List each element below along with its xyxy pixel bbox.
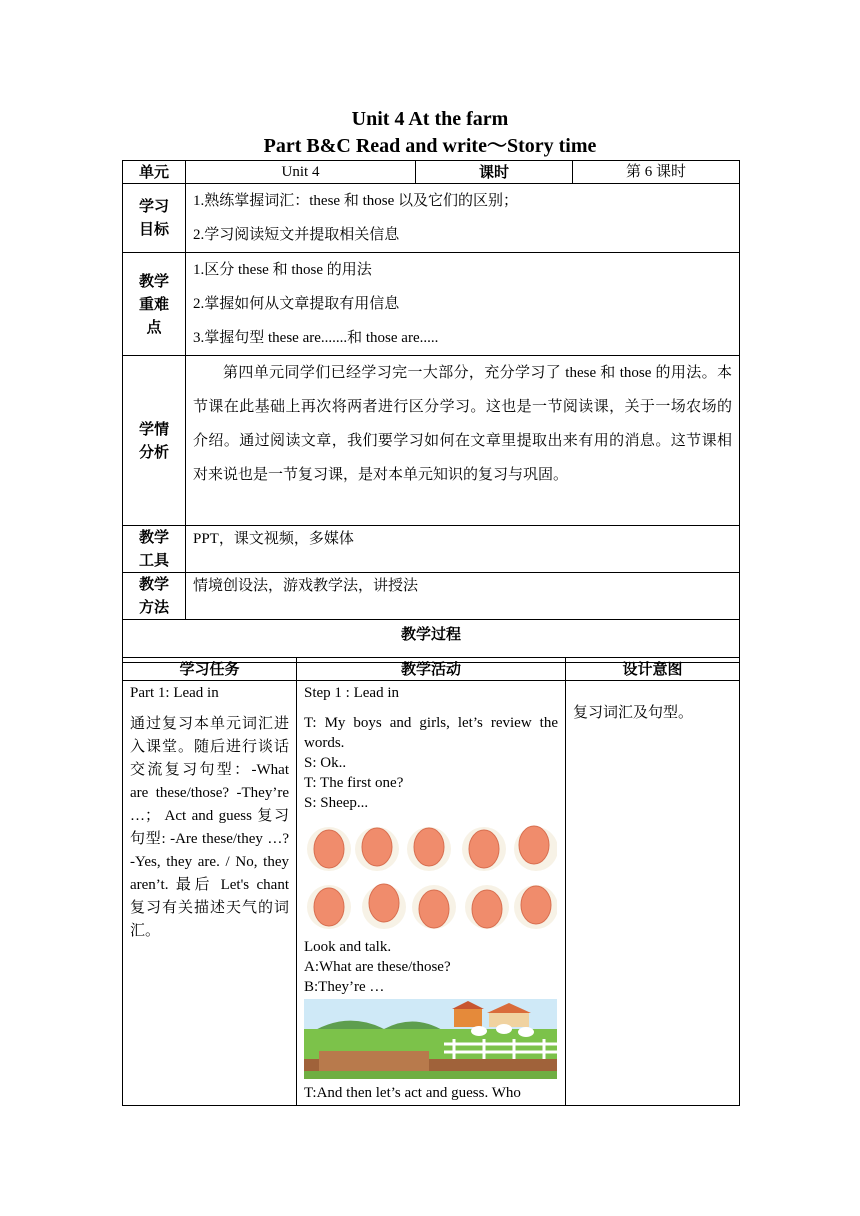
activity-cell bbox=[297, 681, 566, 1106]
task-cell bbox=[123, 681, 297, 1106]
lesson-info-table bbox=[122, 160, 740, 663]
activity-line: T: The first one? bbox=[304, 775, 404, 791]
document-subtitle: Part B&C Read and write～Story time bbox=[263, 135, 597, 157]
objective-item: 2.学习阅读短文并提取相关信息 bbox=[193, 227, 400, 243]
unit-label: 单元 bbox=[123, 161, 186, 184]
activity-line: B:They’re … bbox=[304, 979, 385, 995]
objectives-content bbox=[186, 184, 740, 253]
col-intent-header: 设计意图 bbox=[566, 658, 740, 681]
objectives-label: 学习 目标 bbox=[123, 184, 186, 253]
period-label: 课时 bbox=[416, 161, 573, 184]
analysis-paragraph: 第四单元同学们已经学习完一大部分，充分学习了 these 和 those 的用法。本节课在此基础上再次将两者进行区分学习。这也是一节阅读课，关于一场农场的介绍。通过阅读文章，我们要学习如何在文章里提取出来有用的消息。这节课相对来说也是一节复习课，是对本单元知识的复习与巩固。 bbox=[193, 365, 732, 483]
activity-line: S: Sheep... bbox=[304, 795, 369, 811]
keypoint-item: 2.掌握如何从文章提取有用信息 bbox=[193, 296, 400, 312]
keypoint-item: 3.掌握句型 these are.......和 those are..... bbox=[193, 330, 439, 346]
objective-item: 1.熟练掌握词汇：these 和 those 以及它们的区别； bbox=[193, 193, 518, 209]
tools-label: 教学 工具 bbox=[123, 526, 186, 573]
analysis-content bbox=[186, 356, 740, 526]
task-title: Part 1: Lead in bbox=[130, 685, 219, 701]
farm-scene-image bbox=[304, 999, 557, 1079]
document-title: Unit 4 At the farm bbox=[351, 108, 509, 130]
activity-line: T: My boys and girls, let’s review the words. bbox=[304, 715, 558, 751]
task-body: 通过复习本单元词汇进入课堂。随后进行谈话交流复习句型：-What are these/those? -They’re …； Act and guess 复习句型: -Are these/they …? -Yes, they are. / No, they aren’t. 最后 Let's chant 复习有关描述天气的词汇。 bbox=[130, 716, 289, 939]
col-task-header: 学习任务 bbox=[123, 658, 297, 681]
process-table bbox=[122, 657, 740, 1106]
activity-line: A:What are these/those? bbox=[304, 959, 451, 975]
period-value: 第 6 课时 bbox=[573, 161, 740, 184]
process-heading: 教学过程 bbox=[123, 620, 740, 663]
keypoints-label: 教学 重难 点 bbox=[123, 253, 186, 356]
analysis-label: 学情 分析 bbox=[123, 356, 186, 526]
methods-content: 情境创设法，游戏教学法，讲授法 bbox=[186, 573, 740, 620]
methods-label: 教学 方法 bbox=[123, 573, 186, 620]
intent-text: 复习词汇及句型。 bbox=[573, 705, 694, 721]
col-activity-header: 教学活动 bbox=[297, 658, 566, 681]
keypoints-content bbox=[186, 253, 740, 356]
keypoint-item: 1.区分 these 和 those 的用法 bbox=[193, 262, 372, 278]
tools-content: PPT，课文视频，多媒体 bbox=[186, 526, 740, 573]
unit-value: Unit 4 bbox=[186, 161, 416, 184]
activity-line: S: Ok.. bbox=[304, 755, 347, 771]
egg-word-game-image bbox=[304, 823, 557, 931]
activity-step: Step 1 : Lead in bbox=[304, 685, 399, 701]
intent-cell bbox=[566, 681, 740, 1106]
activity-line: T:And then let’s act and guess. Who bbox=[304, 1085, 521, 1101]
activity-line: Look and talk. bbox=[304, 939, 392, 955]
